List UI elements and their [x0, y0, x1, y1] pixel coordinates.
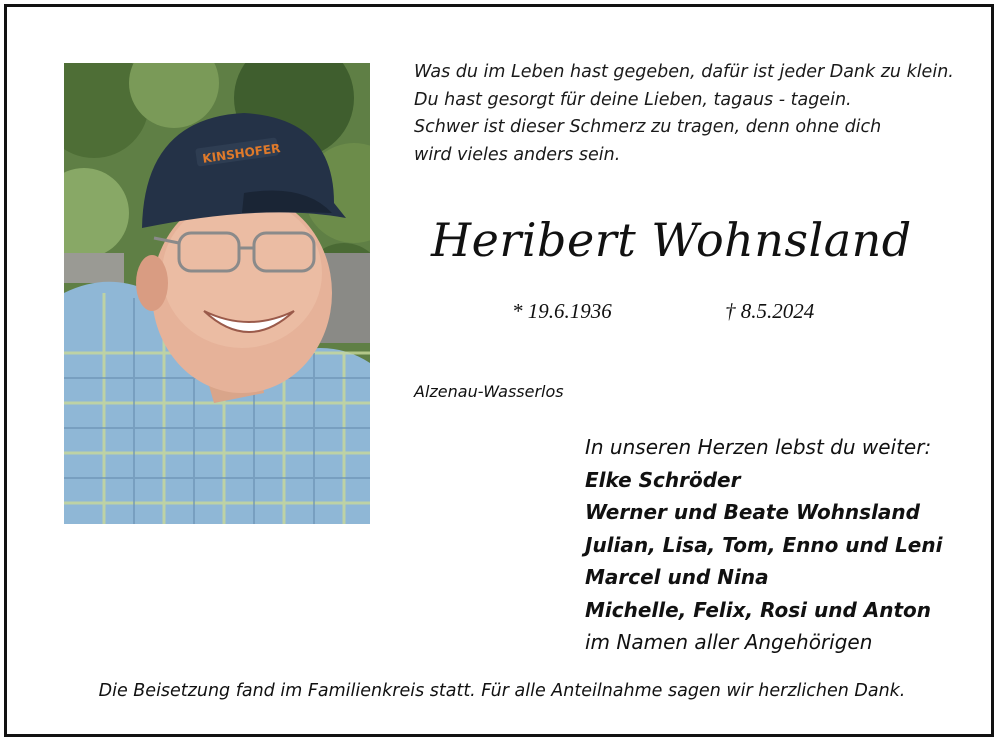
obituary-card: [4, 4, 994, 737]
deceased-name: Heribert Wohnsland: [431, 213, 912, 267]
portrait-photo: [64, 63, 370, 524]
poem: [414, 59, 954, 169]
funeral-notice-footer: Die Beisetzung fand im Familienkreis statt. Für alle Anteilnahme sagen wir herzlichen Dank.: [98, 681, 906, 701]
cap-logo-text: KINSHOFER: [201, 141, 282, 166]
poem-line: Du hast gesorgt für deine Lieben, tagaus - tagein.: [414, 89, 852, 110]
poem-line: Schwer ist dieser Schmerz zu tragen, denn ohne dich: [414, 117, 882, 137]
mourner-family: Julian, Lisa, Tom, Enno und Leni: [585, 532, 943, 557]
poem-line: wird vieles anders sein.: [414, 144, 621, 165]
poem-line: Was du im Leben hast gegeben, dafür ist jeder Dank zu klein.: [414, 62, 954, 82]
mourners-intro: In unseren Herzen lebst du weiter:: [585, 435, 932, 459]
birth-date: * 19.6.1936: [512, 299, 612, 323]
place-of-residence: Alzenau-Wasserlos: [414, 382, 564, 401]
mourner-family: Werner und Beate Wohnsland: [585, 500, 920, 524]
mourner-family: Michelle, Felix, Rosi und Anton: [585, 597, 931, 622]
death-date: † 8.5.2024: [725, 299, 815, 323]
mourners-block: [585, 431, 942, 659]
mourners-closing: im Namen aller Angehörigen: [585, 630, 873, 654]
mourner-family: Marcel und Nina: [585, 565, 769, 589]
mourner-family: Elke Schröder: [585, 467, 741, 492]
